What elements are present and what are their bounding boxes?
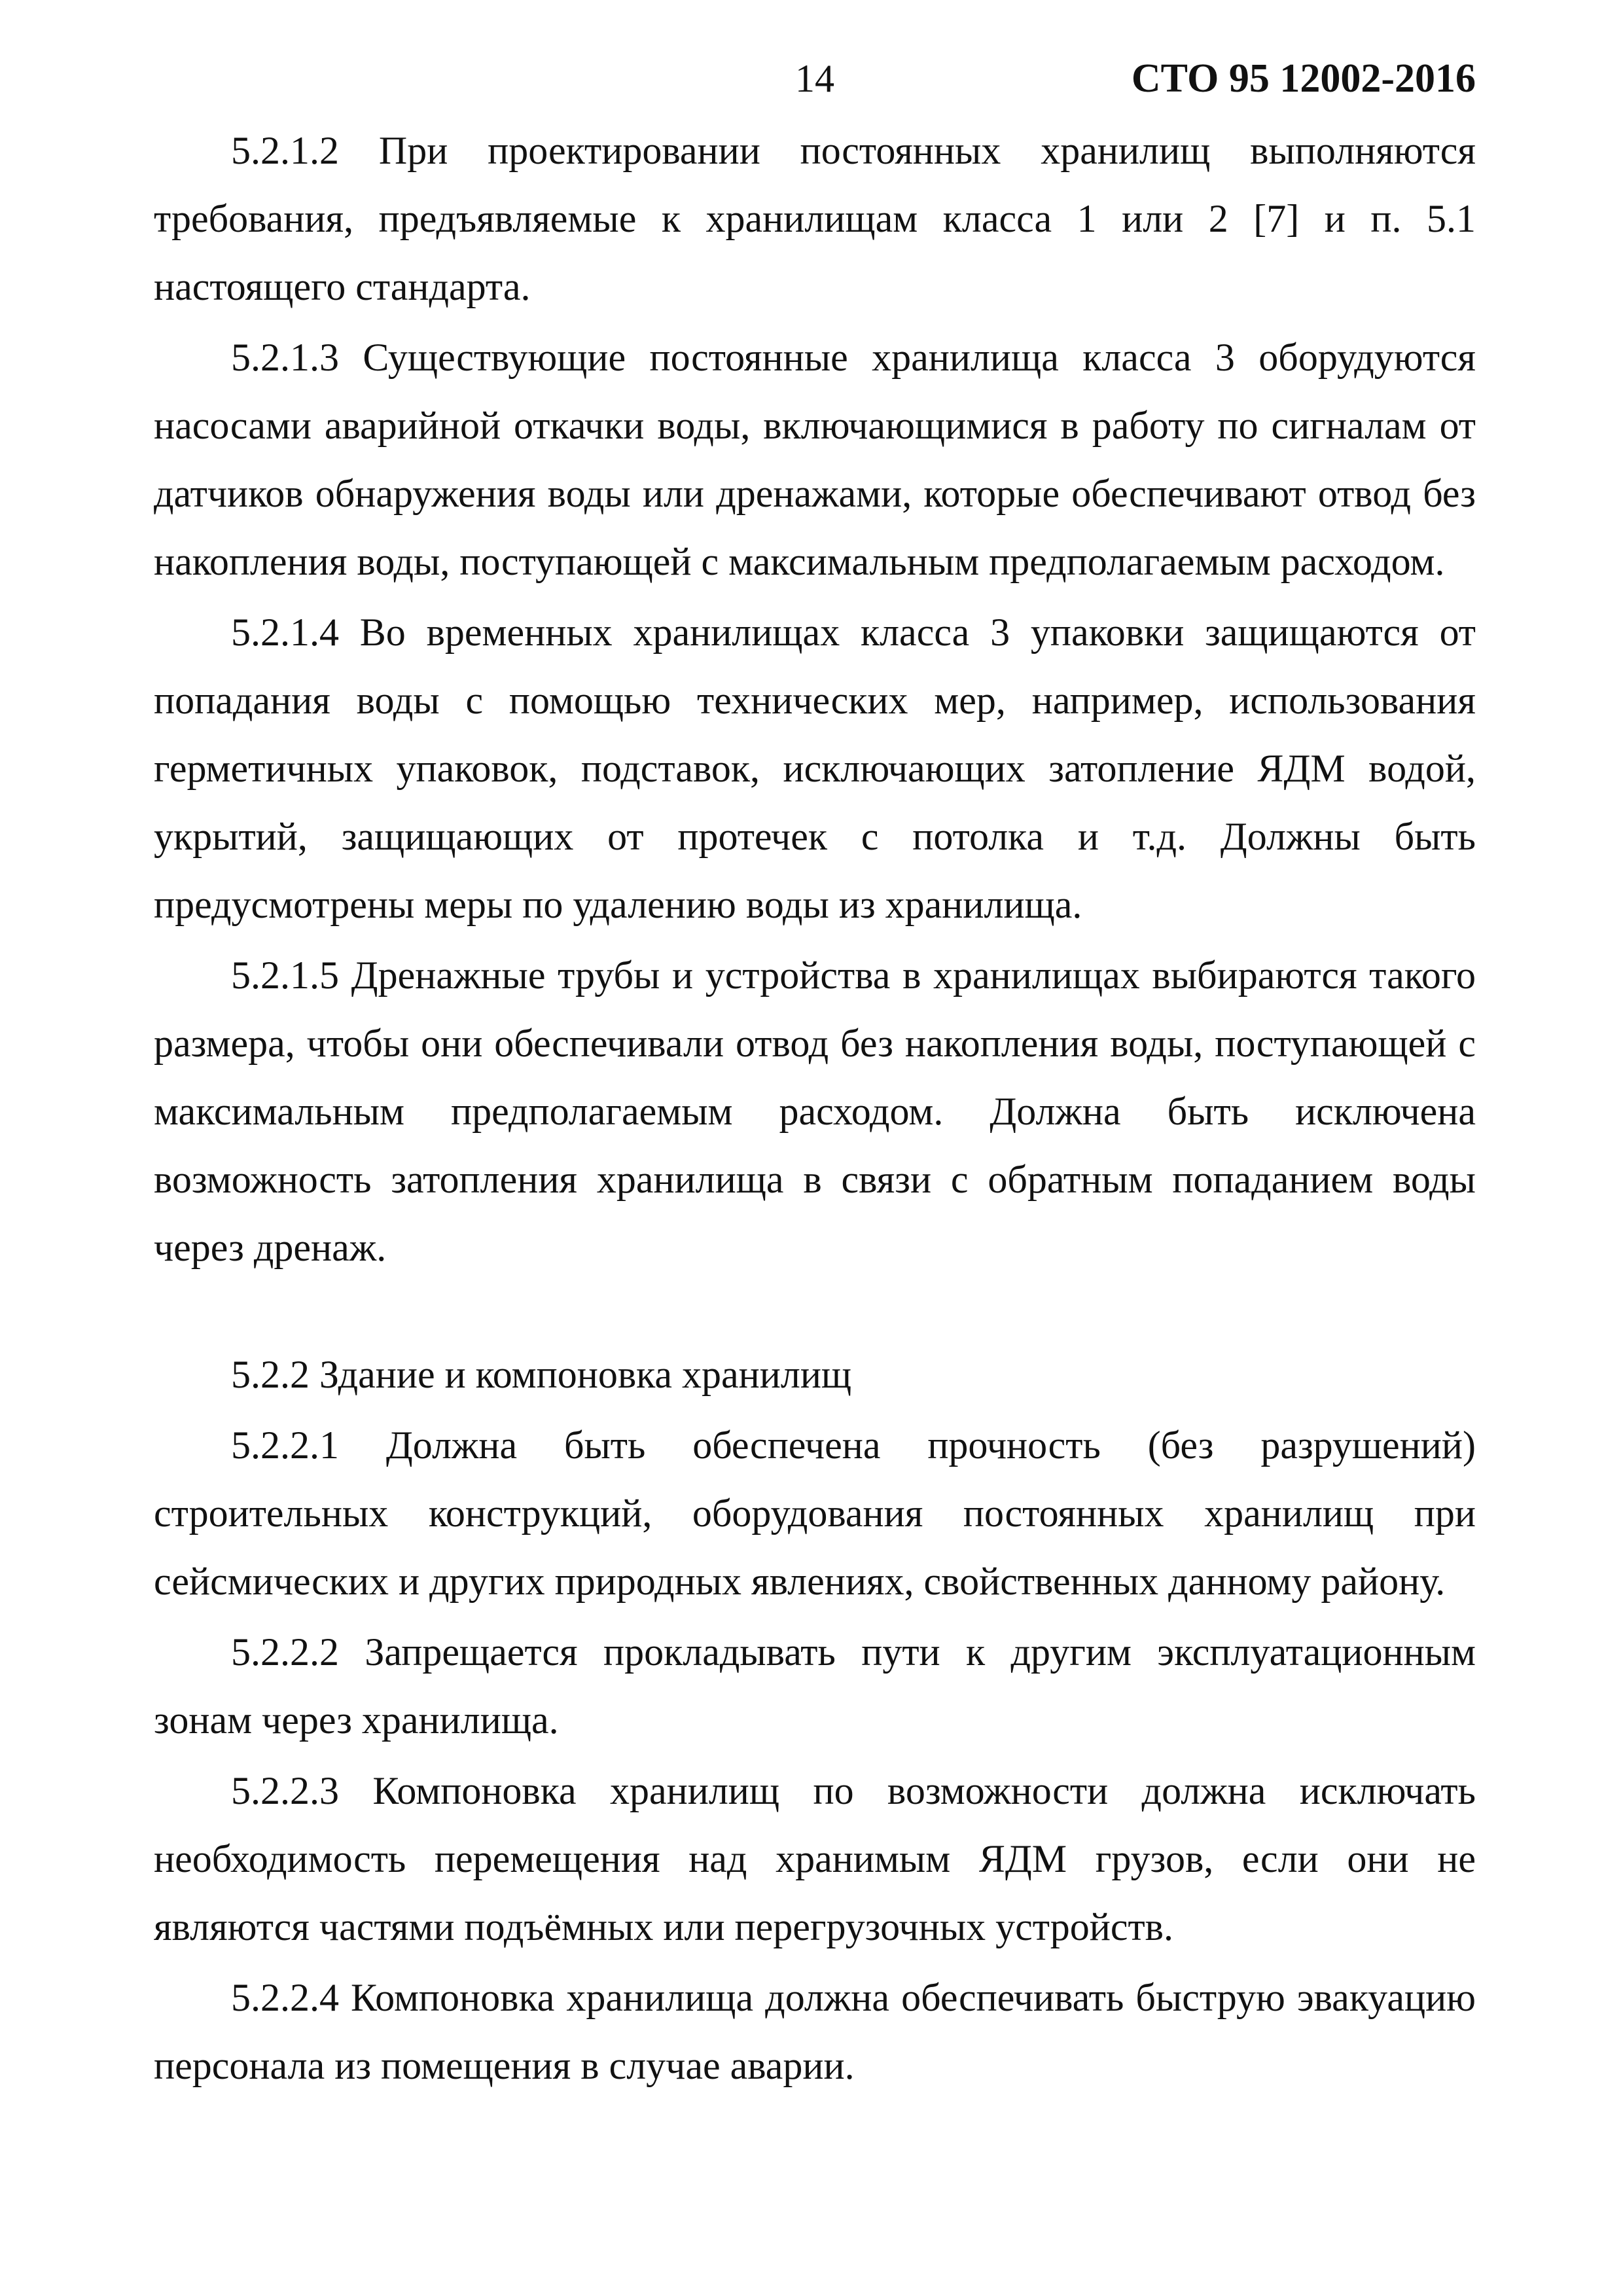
paragraph-5-2-1-2: 5.2.1.2 При проектировании постоянных хранилищ выполняются требования, предъявляемые к хранилищам класса 1 или 2 [7] и п. 5.1 настоящего стандарта. — [154, 129, 1476, 308]
page-header — [154, 46, 1476, 111]
section-heading-5-2-2: 5.2.2 Здание и компоновка хранилищ — [231, 1353, 852, 1396]
document-body — [154, 117, 1476, 2102]
paragraph-5-2-2-1: 5.2.2.1 Должна быть обеспечена прочность (без разрушений) строительных конструкций, оборудования постоянных хранилищ при сейсмических и других природных явлениях, свойственных данному району. — [154, 1424, 1476, 1603]
document-code: СТО 95 12002-2016 — [1131, 56, 1476, 101]
paragraph-5-2-2-2: 5.2.2.2 Запрещается прокладывать пути к другим эксплуатационным зонам через хранилища. — [154, 1630, 1476, 1742]
paragraph-5-2-2-4: 5.2.2.4 Компоновка хранилища должна обеспечивать быструю эвакуацию персонала из помещения в случае аварии. — [154, 1976, 1476, 2087]
paragraph-5-2-1-3: 5.2.1.3 Существующие постоянные хранилища класса 3 оборудуются насосами аварийной откачки воды, включающимися в работу по сигналам от датчиков обнаружения воды или дренажами, которые обеспечивают отвод без накопления воды, поступающей с максимальным предполагаемым расходом. — [154, 336, 1476, 583]
page-number: 14 — [795, 57, 834, 100]
paragraph-5-2-1-5: 5.2.1.5 Дренажные трубы и устройства в хранилищах выбираются такого размера, чтобы они обеспечивали отвод без накопления воды, поступающей с максимальным предполагаемым расходом. Должна быть исключена возможность затопления хранилища в связи с обратным попаданием воды через дренаж. — [154, 954, 1476, 1269]
paragraph-5-2-1-4: 5.2.1.4 Во временных хранилищах класса 3 упаковки защищаются от попадания воды с помощью технических мер, например, использования герметичных упаковок, подставок, исключающих затопление ЯДМ водой, укрытий, защищающих от протечек с потолка и т.д. Должны быть предусмотрены меры по удалению воды из хранилища. — [154, 611, 1476, 926]
paragraph-5-2-2-3: 5.2.2.3 Компоновка хранилищ по возможности должна исключать необходимость перемещения над хранимым ЯДМ грузов, если они не являются частями подъёмных или перегрузочных устройств. — [154, 1769, 1476, 1948]
